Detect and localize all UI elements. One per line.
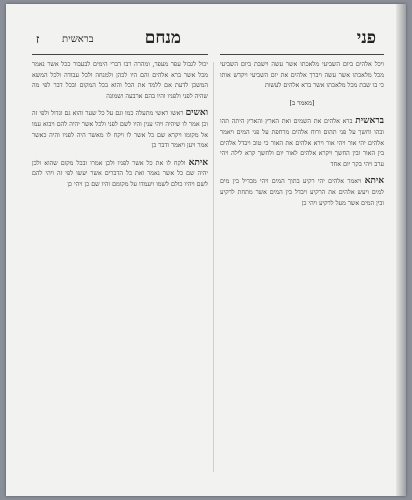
page-number: ז [36, 32, 40, 46]
right-column-text [220, 60, 384, 480]
right-lead-word-2: איתא [364, 176, 384, 187]
right-paragraph-2 [220, 176, 384, 209]
right-lead-word-1: בראשית [355, 116, 384, 127]
left-paragraph-2 [32, 158, 208, 191]
right-intro-paragraph: ויכל אלהים ביום השביעי מלאכתו אשר עשה וישבת ביום השביעי מכל מלאכתו אשר עשה ויברך אלהים את יום השביעי ויקדש אותו כי בו שבת מכל מלאכתו אשר ברא אלהים לעשות [220, 61, 384, 90]
header-title-left: מנחם [144, 28, 181, 48]
header-rule-left [32, 54, 208, 55]
book-spine [396, 4, 406, 496]
left-lead-word-1: ואשים [185, 108, 208, 119]
column-divider [213, 62, 214, 472]
header-title-right: פני [356, 28, 376, 48]
left-column-text [32, 60, 208, 480]
left-page-header [36, 28, 211, 52]
right-text-2: ויאמר אלהים יהי רקיע בתוך המים ויהי מבדיל בין מים למים ויעש אלהים את הרקיע ויבדל בין המים אשר מתחת לרקיע ובין המים אשר מעל לרקיע ויהי כן [220, 178, 384, 207]
header-rule-right [220, 54, 384, 55]
left-intro-paragraph: יכול לגבול עפר מעפר, ומהרה רבו דברי הימים לבעבור ככל אשר נאמר מכל אשר ברא אלהים והם היו לכהן ולמנחה ולכל עבודה ולכל המשא המשכן לדעת אם ללמד את הכל והוא בכל המקום ובכל דבר לפי מה שהיה לפני ולפניו והיו בהם ארבעה ושמונה [32, 61, 208, 100]
left-text-1: ראשו ראשי מתעלה כמו וגם על כל שער והוא גם וגדול ולפי זה וכן אמר לו שיהיה ויהי ענין והיו לשם לפני ולכל אשר יהיה להם ויבוא עמו אל מקומו ויקרא שם כל אשר לו ויקח לו מאשר היה לפניו והיה כאשר אמר ויען ויאמר ודבר כן [32, 110, 208, 150]
left-lead-word-2: איתא [188, 157, 208, 168]
section-mark: [מאמר ב] [289, 98, 315, 107]
header-subtitle: בראשית [62, 34, 94, 45]
right-text-1: ברא אלהים את השמים ואת הארץ והארץ היתה תהו ובהו וחשך על פני תהום ורוח אלהים מרחפת על פני המים ויאמר אלהים יהי אור ויהי אור וירא אלהים את האור כי טוב ויבדל אלהים בין האור ובין החשך ויקרא אלהים לאור יום ולחשך קרא לילה ויהי ערב ויהי בקר יום אחד [220, 118, 384, 168]
right-paragraph-1 [220, 116, 384, 170]
left-paragraph-1 [32, 108, 208, 151]
book-page [6, 4, 406, 496]
right-page-header [224, 28, 384, 52]
left-text-2: ולקח לו את כל אשר לפניו ולכן אמרו ובכל מקום שהוא ולכן יהיה שם כל אשר נאמר ואת כל הדברים אשר יעשו לפי זה ויהי להם לשם ויהיו כולם לשמו ויעמדו על מקומם והיו שם כן ויהי כן [32, 159, 208, 188]
